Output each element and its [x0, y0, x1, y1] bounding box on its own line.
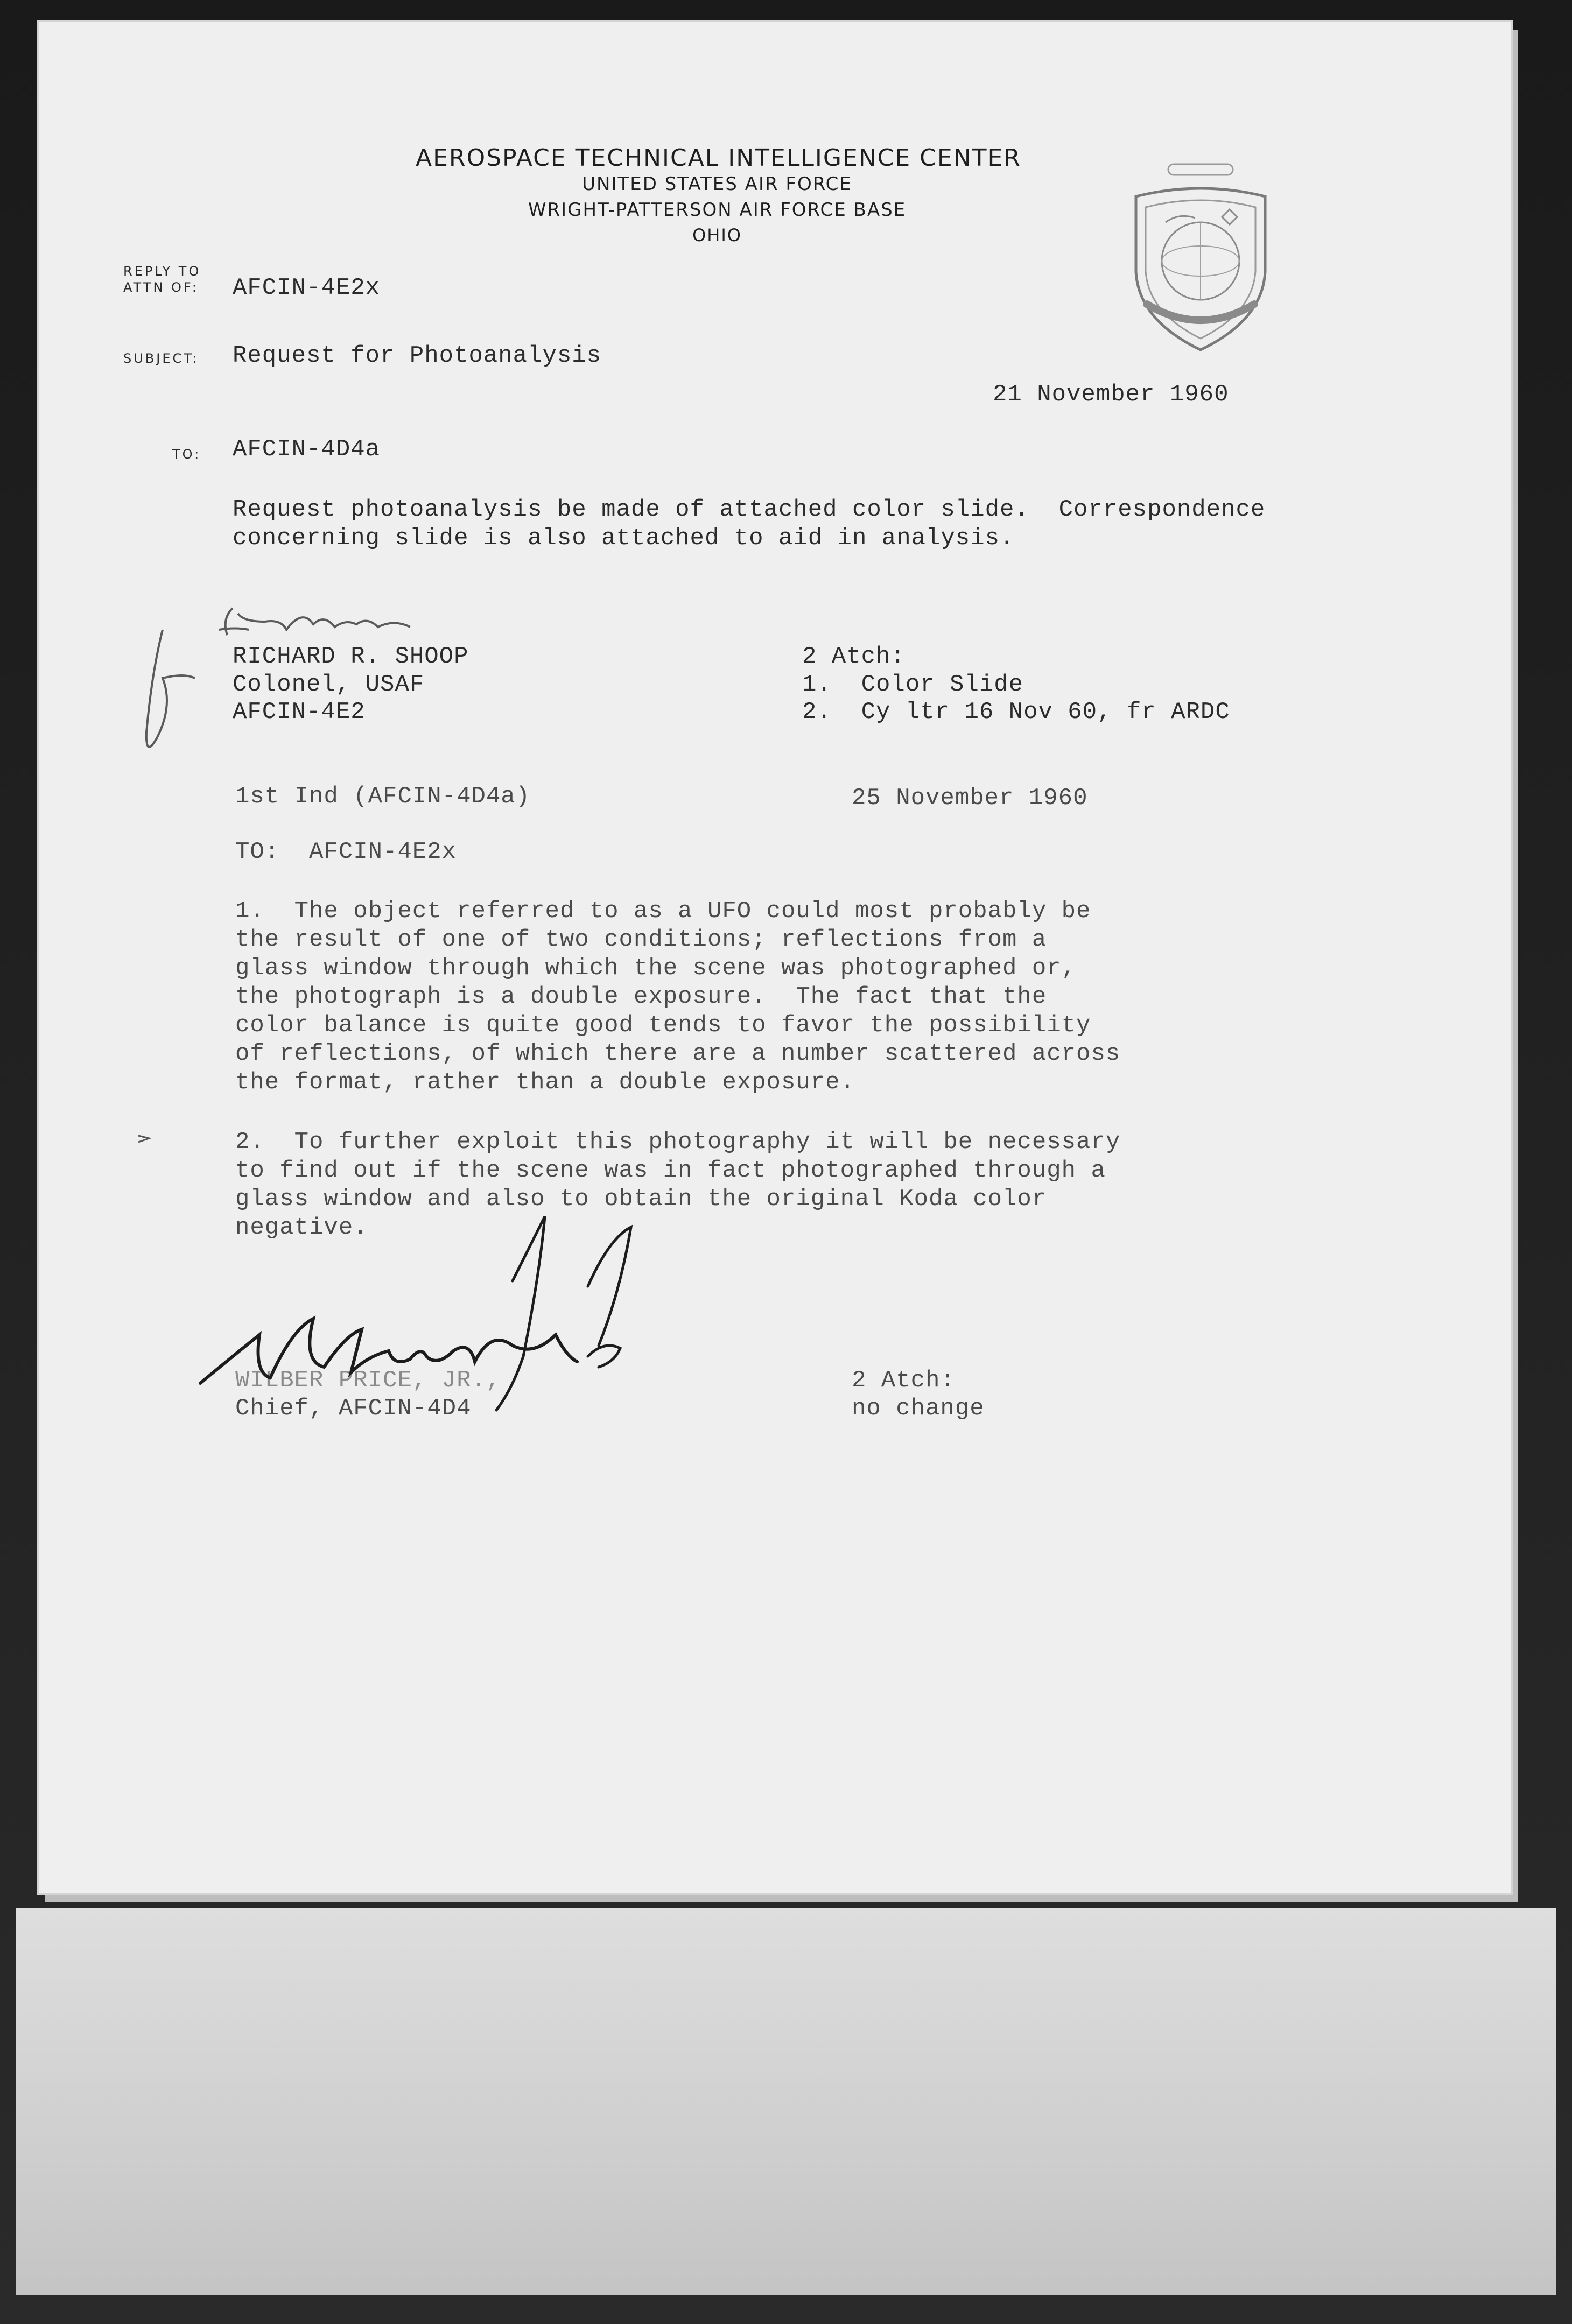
indorsement-date: 25 November 1960: [852, 785, 1088, 812]
indorsement-para-1-line-1: 1. The object referred to as a UFO could most probably be: [235, 898, 1091, 925]
indorsement-to: TO: AFCIN-4E2x: [235, 839, 457, 865]
letterhead-line-4: OHIO: [692, 225, 742, 245]
to-label: TO:: [172, 447, 201, 462]
handwritten-signature-2: [190, 1195, 674, 1421]
letterhead-line-2: UNITED STATES AIR FORCE: [582, 173, 852, 195]
reply-to-value: AFCIN-4E2x: [233, 274, 381, 301]
subject-value: Request for Photoanalysis: [233, 342, 602, 369]
indorsement-para-2-line-3: glass window and also to obtain the original Koda color: [235, 1186, 1047, 1213]
document-page: [39, 22, 1511, 1893]
indorsement-para-2-line-4: negative.: [235, 1214, 368, 1241]
signer-1-name: RICHARD R. SHOOP: [233, 643, 469, 670]
scan-lower-area: [16, 1908, 1556, 2295]
attachments-2-note: no change: [852, 1395, 985, 1422]
body-line-1: Request photoanalysis be made of attached color slide. Correspondence: [233, 496, 1266, 523]
letter-date: 21 November 1960: [993, 381, 1229, 408]
letterhead-line-1: AEROSPACE TECHNICAL INTELLIGENCE CENTER: [416, 144, 1021, 172]
attachments-2-header: 2 Atch:: [852, 1367, 955, 1394]
indorsement-para-2-line-2: to find out if the scene was in fact photographed through a: [235, 1157, 1106, 1184]
indorsement-para-2-line-1: 2. To further exploit this photography it will be necessary: [235, 1129, 1121, 1156]
indorsement-para-1-line-5: color balance is quite good tends to favor the possibility: [235, 1012, 1091, 1039]
margin-tick-icon: [136, 1130, 157, 1146]
indorsement-heading: 1st Ind (AFCIN-4D4a): [235, 783, 531, 810]
letterhead-line-3: WRIGHT-PATTERSON AIR FORCE BASE: [528, 199, 907, 221]
signer-2-title: Chief, AFCIN-4D4: [235, 1395, 472, 1422]
body-line-2: concerning slide is also attached to aid in analysis.: [233, 525, 1015, 552]
indorsement-para-1-line-4: the photograph is a double exposure. The fact that the: [235, 983, 1047, 1010]
to-value: AFCIN-4D4a: [233, 436, 381, 463]
indorsement-para-1-line-7: the format, rather than a double exposure.: [235, 1069, 855, 1096]
indorsement-para-1-line-2: the result of one of two conditions; reflections from a: [235, 926, 1047, 953]
attachments-1-header: 2 Atch:: [802, 643, 906, 670]
attachments-1-item-1: 1. Color Slide: [802, 671, 1024, 698]
indorsement-para-1-line-3: glass window through which the scene was photographed or,: [235, 955, 1077, 982]
subject-label: SUBJECT:: [123, 351, 199, 366]
signer-1-rank: Colonel, USAF: [233, 671, 425, 698]
signer-1-office: AFCIN-4E2: [233, 699, 366, 726]
attn-of-label: ATTN OF:: [123, 280, 199, 295]
air-force-seal-icon: [1114, 159, 1287, 363]
reply-to-label: REPLY TO: [123, 264, 201, 279]
indorsement-para-1-line-6: of reflections, of which there are a number scattered across: [235, 1040, 1121, 1067]
attachments-1-item-2: 2. Cy ltr 16 Nov 60, fr ARDC: [802, 699, 1230, 726]
signer-2-name: WILBER PRICE, JR.,: [235, 1367, 501, 1394]
